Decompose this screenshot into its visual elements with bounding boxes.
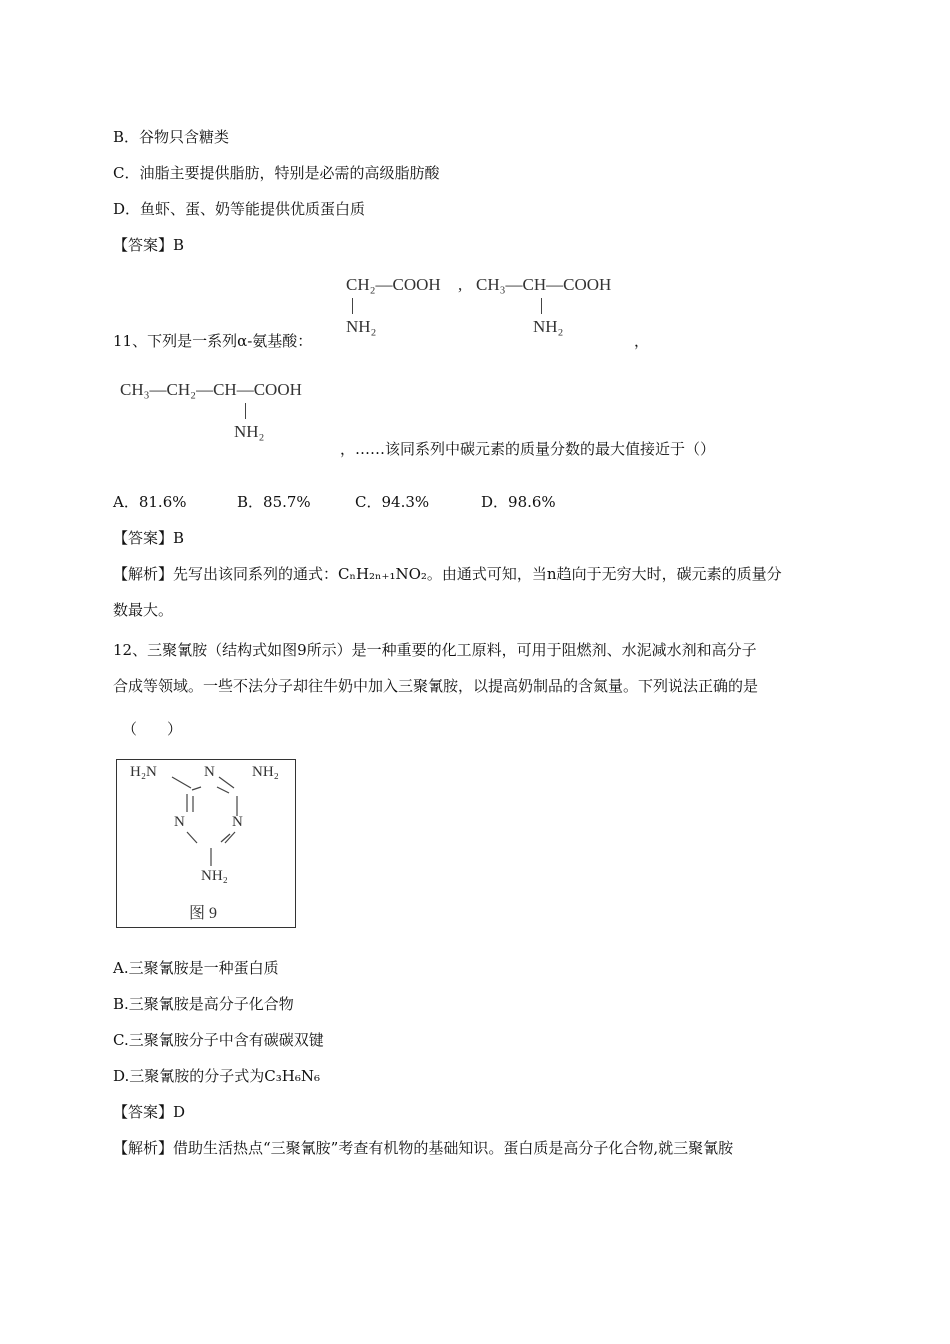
q11-stem: 11、下列是一系列α-氨基酸： <box>113 332 313 350</box>
aminobutyric-main-chain: CH₃—CH₂—CH—COOH <box>120 380 302 399</box>
alanine-main-chain: CH₃—CH—COOH <box>476 275 612 294</box>
alanine-bond <box>541 298 542 314</box>
q12-option-c: C.三聚氰胺分子中含有碳碳双键 <box>113 1031 324 1049</box>
fig-nitrogen-top: N <box>204 764 215 780</box>
glycine-main-chain: CH₂—COOH <box>346 275 441 294</box>
structure-separator-comma: , <box>458 275 463 294</box>
q11-option-c: C．94.3% <box>355 493 430 511</box>
q12-analysis-line1: 【解析】借助生活热点“三聚氰胺”考查有机物的基础知识。蛋白质是高分子化合物,就三聚氰胺 <box>113 1139 734 1157</box>
q11-stem-end: ，……该同系列中碳元素的质量分数的最大值接近于（） <box>340 440 716 458</box>
q12-option-a: A.三聚氰胺是一种蛋白质 <box>113 959 279 977</box>
fig-caption: 图 9 <box>189 905 218 922</box>
q11-answer: 【答案】B <box>113 529 185 547</box>
fig-nitrogen-right: N <box>232 814 243 830</box>
fig-amino-top-right: NH₂ <box>252 764 279 780</box>
aminobutyric-amino-group: NH₂ <box>234 422 265 441</box>
glycine-amino-group: NH₂ <box>346 317 377 336</box>
q12-answer: 【答案】D <box>113 1103 186 1121</box>
q10-answer: 【答案】B <box>113 236 185 254</box>
q12-option-d: D.三聚氰胺的分子式为C₃H₆N₆ <box>113 1067 320 1085</box>
aminobutyric-bond <box>245 403 246 419</box>
alanine-amino-group: NH₂ <box>533 317 564 336</box>
q11-stem-comma: ， <box>634 332 650 350</box>
q12-option-b: B.三聚氰胺是高分子化合物 <box>113 995 294 1013</box>
q12-stem-line2: 合成等领域。一些不法分子却往牛奶中加入三聚氰胺，以提高奶制品的含氮量。下列说法正确的是 <box>113 677 759 695</box>
q10-option-b: B．谷物只含糖类 <box>113 128 230 146</box>
q10-option-c: C．油脂主要提供脂肪，特别是必需的高级脂肪酸 <box>113 164 440 182</box>
q12-stem-line3: （ ） <box>122 720 183 738</box>
fig-amino-top-left: H₂N <box>130 764 157 780</box>
fig-amino-bottom: NH₂ <box>201 868 228 884</box>
q11-option-a: A．81.6% <box>113 493 187 511</box>
fig-nitrogen-left: N <box>174 814 185 830</box>
q11-analysis-line2: 数最大。 <box>113 601 174 619</box>
q10-option-d: D．鱼虾、蛋、奶等能提供优质蛋白质 <box>113 200 366 218</box>
glycine-bond <box>352 298 353 314</box>
q11-analysis-line1: 【解析】先写出该同系列的通式：CₙH₂ₙ₊₁NO₂。由通式可知，当n趋向于无穷大时，碳元素的质量分 <box>113 565 782 583</box>
q11-option-d: D．98.6% <box>481 493 556 511</box>
melamine-structure-figure <box>116 759 296 928</box>
q11-option-b: B．85.7% <box>237 493 311 511</box>
q12-stem-line1: 12、三聚氰胺（结构式如图9所示）是一种重要的化工原料，可用于阻燃剂、水泥减水剂和高分子 <box>113 641 757 659</box>
q11-options <box>113 491 556 513</box>
